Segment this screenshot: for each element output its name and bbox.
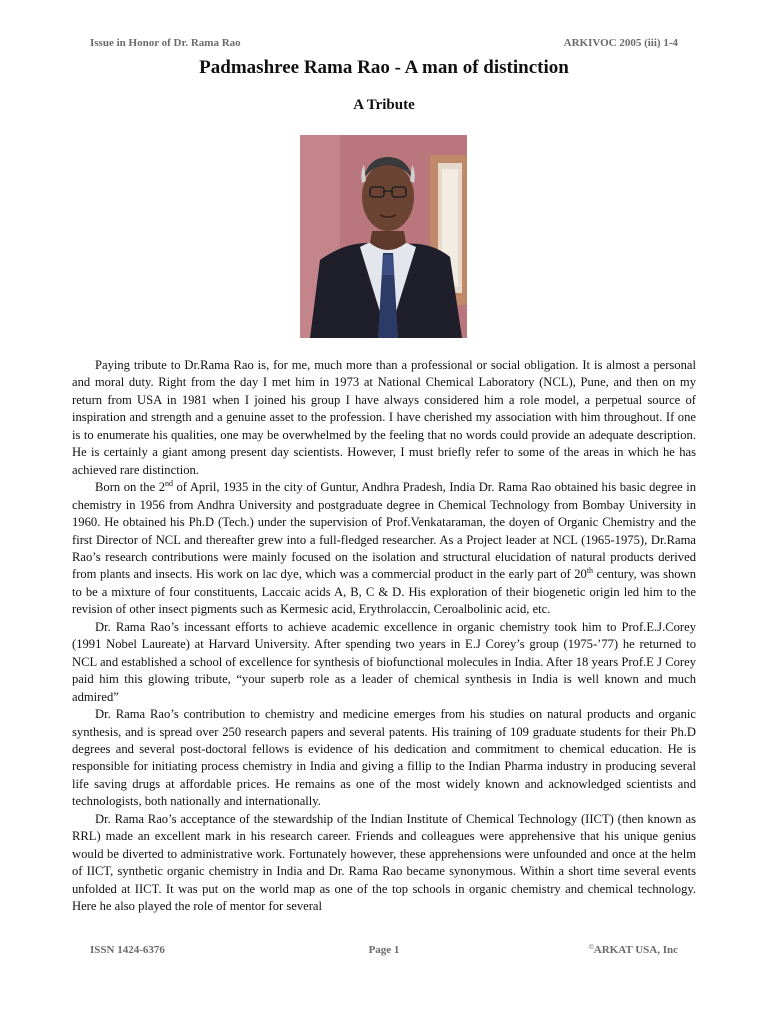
paragraph-4-text: Dr. Rama Rao’s contribution to chemistry and medicine emerges from his studies on natural products and organic synthesis, and is spread over 250 research papers and several patents. His training of 109 graduate students for their Ph.D degrees and several post-doctoral fellows is evidence of his dedication and commitment to chemical education. He is responsible for initiating process chemistry in India and giving a fillip to the Indian Pharma industry in producing several life saving drugs at affordable prices. He remains as one of the most widely known and acknowledged scientists and technologists, both nationally and internationally.: [72, 707, 696, 809]
journal-citation-label: ARKIVOC 2005 (iii) 1-4: [563, 37, 678, 49]
ordinal-suffix-th: th: [586, 566, 594, 576]
publisher-name: ARKAT USA, Inc: [593, 944, 678, 956]
paragraph-2-text-a: Born on the 2: [95, 480, 165, 495]
copyright-symbol: ©: [588, 943, 594, 951]
paragraph-4: [72, 706, 696, 811]
article-subtitle: A Tribute: [353, 97, 415, 113]
paragraph-2-text-b: of April, 1935 in the city of Guntur, Andhra Pradesh, India Dr. Rama Rao obtained his basic degree in chemistry in 1956 from Andhra University and postgraduate degree in Chemical Technology from Bombay University in 1960. He obtained his Ph.D (Tech.) under the supervision of Prof.Venkataraman, the doyen of Organic Chemistry and the first Director of NCL and thereafter grew into a full-fledged researcher. As a Project leader at NCL (1965-1975), Dr.Rama Rao’s research contributions were mainly focused on the isolation and structural elucidation of natural products derived from plants and insects. His work on lac dye, which was a commercial product in the early part of 20: [72, 480, 696, 582]
portrait-illustration: [300, 135, 467, 338]
publisher-label: [589, 944, 678, 956]
paragraph-1: [72, 357, 696, 479]
running-header: [90, 37, 678, 51]
paragraph-3: [72, 619, 696, 706]
paragraph-2-text-c: century, was shown to be a mixture of four constituents, Laccaic acids A, B, C & D. His exploration of their biogenetic origin led him to the revision of other insect pigments such as Kermesic acid, Erythrolaccin, Ceroalbolinic acid, etc.: [72, 567, 696, 617]
paragraph-5: [72, 811, 696, 916]
portrait-photo: [300, 135, 467, 338]
article-title: Padmashree Rama Rao - A man of distinction: [199, 57, 569, 78]
page-number: Page 1: [368, 944, 400, 956]
ordinal-suffix-nd: nd: [165, 479, 173, 489]
issn-label: ISSN 1424-6376: [90, 944, 165, 956]
paragraph-1-text: Paying tribute to Dr.Rama Rao is, for me, much more than a professional or social obligation. It is almost a personal and moral duty. Right from the day I met him in 1973 at National Chemical Laboratory (NCL), Pune, and then on my return from USA in 1981 when I joined his group I have always considered him a role model, a perpetual source of inspiration and strength and a genuine asset to the profession. I have cherished my association with him throughout. If one is to enumerate his qualities, one may be overwhelmed by the feeling that no words could provide an adequate description. He is certainly a giant among present day scientists. However, I must briefly refer to some of the areas in which he has achieved rare distinction.: [72, 358, 696, 477]
paragraph-5-text: Dr. Rama Rao’s acceptance of the stewardship of the Indian Institute of Chemical Technology (IICT) (then known as RRL) made an excellent mark in his research career. Friends and colleagues were apprehensive that his unique genius would be diverted to administrative work. Fortunately however, these apprehensions were unfounded and once at the helm of IICT, synthetic organic chemistry in India and Dr. Rama Rao became synonymous. Within a short time several events unfolded at IICT. It was put on the world map as one of the top schools in organic chemistry and chemical technology. Here he also played the role of mentor for several: [72, 811, 696, 914]
paragraph-2: [72, 479, 696, 619]
article-body: [72, 357, 696, 916]
running-footer: [90, 944, 678, 960]
journal-issue-label: Issue in Honor of Dr. Rama Rao: [90, 37, 241, 49]
paragraph-3-text: Dr. Rama Rao’s incessant efforts to achieve academic excellence in organic chemistry took him to Prof.E.J.Corey (1991 Nobel Laureate) at Harvard University. After spending two years in E.J Corey’s group (1975-’77) he returned to NCL and established a school of excellence for synthesis of biofunctional molecules in India. After 18 years Prof.E J Corey paid him this glowing tribute, “your superb role as a leader of chemical synthesis in India is well known and much admired”: [72, 619, 696, 704]
